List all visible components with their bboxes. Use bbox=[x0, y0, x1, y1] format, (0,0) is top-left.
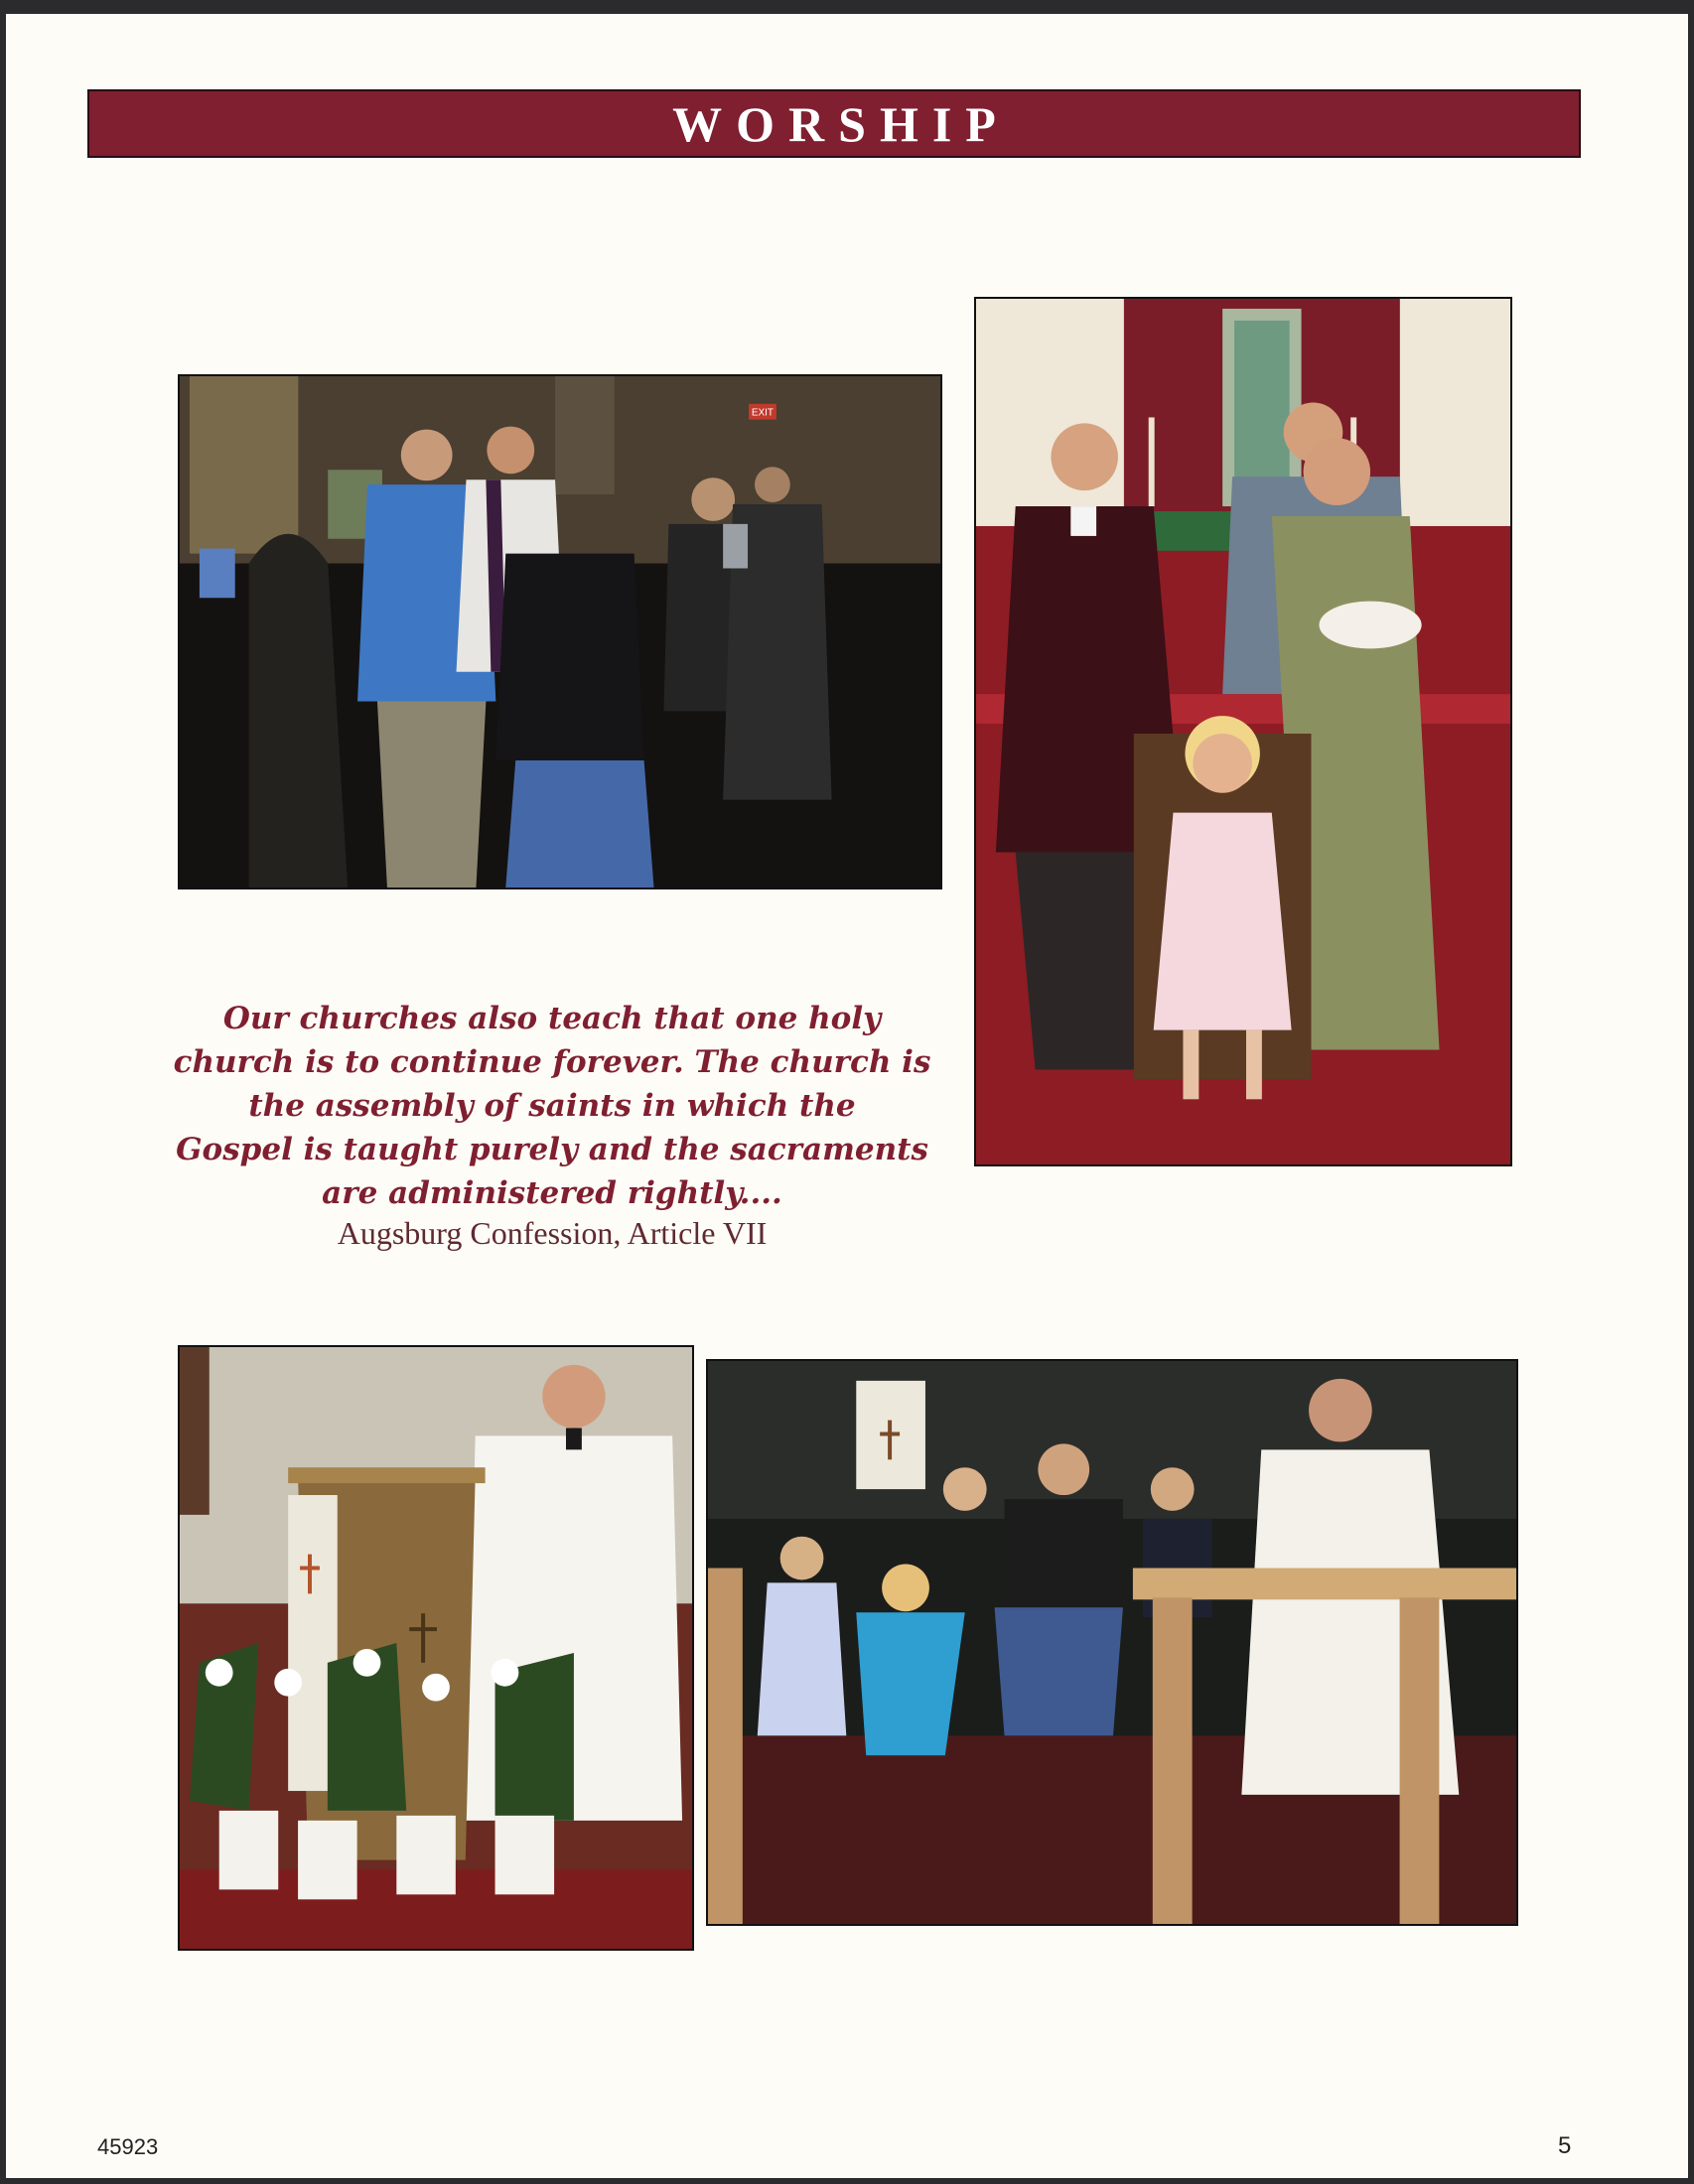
section-banner bbox=[87, 89, 1581, 158]
photo-childrens-sermon bbox=[706, 1359, 1518, 1926]
quote-citation: Augsburg Confession, Article VII bbox=[337, 1215, 768, 1251]
photo-communion bbox=[178, 374, 942, 889]
photo-pulpit-easter-lilies bbox=[178, 1345, 694, 1951]
footer-code: 45923 bbox=[97, 2134, 159, 2159]
quote-line: Gospel is taught purely and the sacraments bbox=[176, 1132, 928, 1167]
quote-line: the assembly of saints in which the bbox=[248, 1088, 856, 1124]
page-number: 5 bbox=[1558, 2132, 1572, 2159]
quote-line: Our churches also teach that one holy bbox=[222, 1001, 882, 1036]
page bbox=[6, 14, 1688, 2178]
quote-line: church is to continue forever. The church is bbox=[173, 1044, 931, 1080]
quote-text bbox=[155, 997, 949, 1215]
photo-baptism bbox=[974, 297, 1512, 1166]
exit-sign-text: EXIT bbox=[751, 407, 774, 419]
quote-line: are administered rightly.... bbox=[322, 1175, 782, 1211]
section-title: WORSHIP bbox=[672, 95, 1010, 152]
